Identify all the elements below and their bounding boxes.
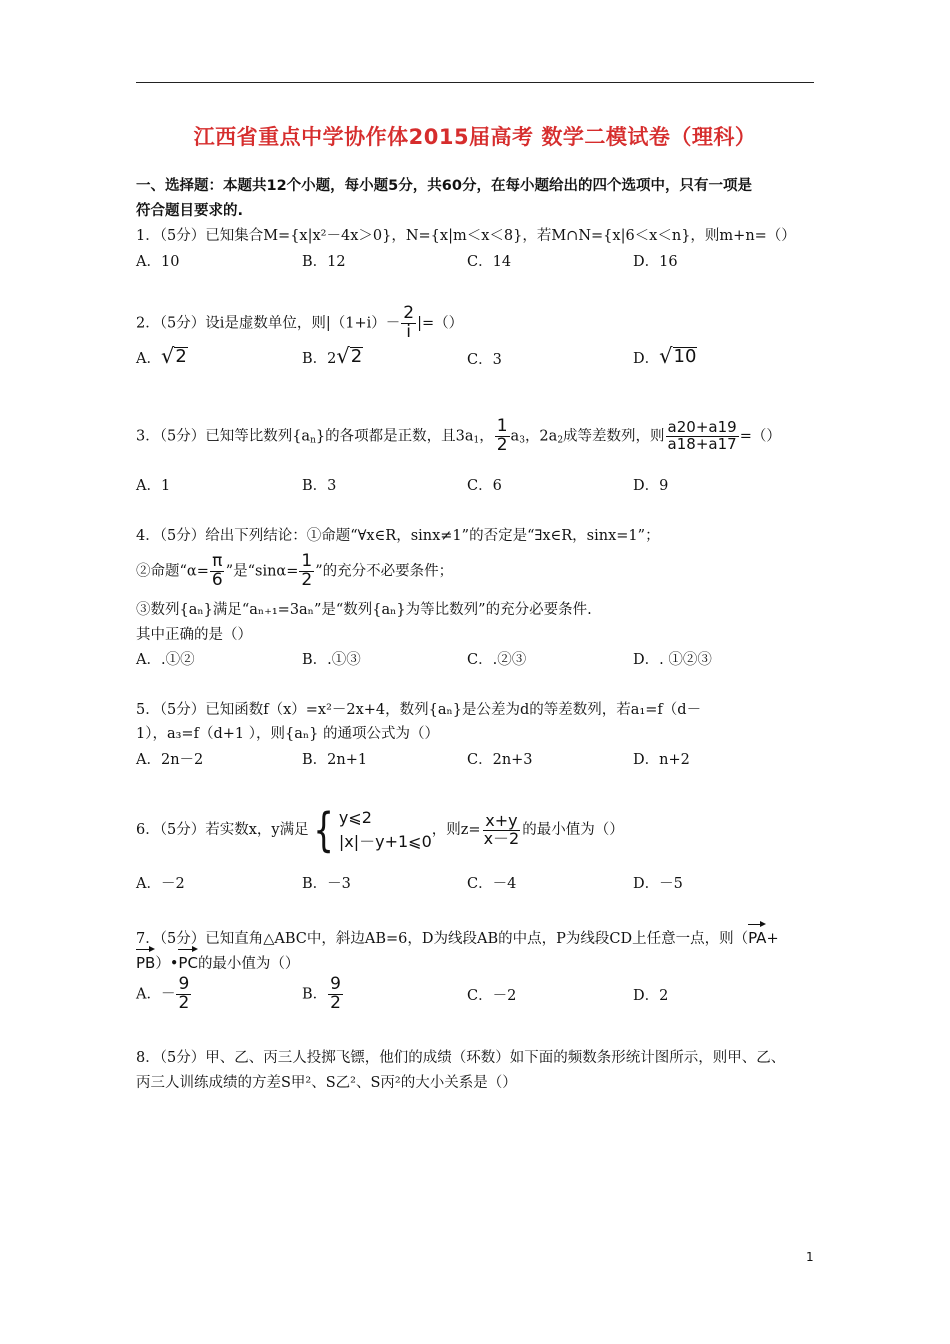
q5-option-a: A．2n－2 xyxy=(136,752,204,768)
q1-option-b: B．12 xyxy=(302,254,346,270)
q3-option-d: D．9 xyxy=(633,478,669,494)
q2-option-c: C．3 xyxy=(467,352,502,368)
q1-option-a: A．10 xyxy=(136,254,180,270)
q6-option-d: D．－5 xyxy=(633,876,683,892)
section-heading-line1: 一、选择题：本题共12个小题，每小题5分，共60分，在每小题给出的四个选项中，只有一项是 xyxy=(136,178,752,194)
question-2-stem: 2．（5分）设i是虚数单位，则|（1+i）－ $\frac{2}{i}$ |=（） xyxy=(136,303,464,342)
question-4-line1: 4．（5分）给出下列结论：①命题“∀x∈R，sinx≠1”的否定是“∃x∈R，sinx=1”； xyxy=(136,528,660,544)
q4-option-a: A．.①② xyxy=(136,652,195,668)
question-1-stem: 1．（5分）已知集合M={x|x²－4x＞0}，N={x|m＜x＜8}，若M∩N={x|6＜x＜n}，则m+n=（） xyxy=(136,228,796,244)
q7-option-a: A．－ $\frac{9}{2}$ xyxy=(136,974,190,1013)
question-8-line2: 丙三人训练成绩的方差S甲²、S乙²、S丙²的大小关系是（） xyxy=(136,1075,517,1091)
vector-pa: PA xyxy=(748,922,766,948)
page-title: 江西省重点中学协作体2015届高考 数学二模试卷（理科） xyxy=(193,125,757,149)
q3-option-a: A．1 xyxy=(136,478,171,494)
q4-pi-fraction: $\frac{\pi}{6}$ xyxy=(211,551,223,590)
q2-fraction: $\frac{2}{i}$ xyxy=(403,303,415,342)
q3-option-c: C．6 xyxy=(467,478,502,494)
q6-option-a: A．－2 xyxy=(136,876,185,892)
section-heading-line2: 符合题目要求的. xyxy=(136,203,244,219)
q2-option-a: A． √ 2 xyxy=(136,344,187,368)
header-rule xyxy=(136,82,814,83)
vector-pc: PC xyxy=(178,947,198,973)
q5-option-d: D．n+2 xyxy=(633,752,690,768)
q4-option-d: D．. ①②③ xyxy=(633,652,712,668)
q7-option-b: B． $\frac{9}{2}$ xyxy=(302,974,341,1013)
question-5-line2: 1），a₃=f（d+1 ），则{aₙ} 的通项公式为（） xyxy=(136,726,439,742)
question-4-line2: ②命题“α= $\frac{\pi}{6}$ ”是“sinα= $\frac{1}{2}$ ”的充分不必要条件； xyxy=(136,551,454,590)
q2-option-d: D． √ 10 xyxy=(633,344,697,368)
question-4-line4: 其中正确的是（） xyxy=(136,627,252,643)
question-8-line1: 8．（5分）甲、乙、丙三人投掷飞镖，他们的成绩（环数）如下面的频数条形统计图所示，则甲、乙、 xyxy=(136,1050,786,1066)
q5-option-b: B．2n+1 xyxy=(302,752,368,768)
q6-constraint-system: { y⩽2 |x|－y+1⩽0 xyxy=(312,803,432,857)
q2-option-b: B．2 √ 2 xyxy=(302,344,363,368)
q7-option-b-fraction: $\frac{9}{2}$ xyxy=(330,974,341,1013)
q5-option-c: C．2n+3 xyxy=(467,752,533,768)
q1-option-d: D．16 xyxy=(633,254,678,270)
sqrt-symbol: √ 10 xyxy=(659,344,697,368)
sqrt-symbol: √ 2 xyxy=(336,344,363,368)
question-4-line3: ③数列{aₙ}满足“aₙ₊₁=3aₙ”是“数列{aₙ}为等比数列”的充分必要条件. xyxy=(136,602,592,618)
q6-option-c: C．－4 xyxy=(467,876,517,892)
left-brace-icon: { xyxy=(312,803,334,857)
q4-half-fraction: $\frac{1}{2}$ xyxy=(301,551,313,590)
q7-option-c: C．－2 xyxy=(467,988,517,1004)
q6-option-b: B．－3 xyxy=(302,876,351,892)
question-7-line2: PB）•PC的最小值为（） xyxy=(136,947,299,974)
q3-ratio-fraction: $\frac{a20+a19}{a18+a17}$ xyxy=(667,418,737,453)
question-6-stem: 6．（5分）若实数x，y满足 { y⩽2 |x|－y+1⩽0 ，则z= $\frac{x+y}{x-2}$ 的最小值为（） xyxy=(136,803,624,857)
q6-objective-fraction: $\frac{x+y}{x-2}$ xyxy=(483,810,520,848)
page-number: 1 xyxy=(806,1250,814,1264)
q7-option-d: D．2 xyxy=(633,988,669,1004)
question-3-stem: 3．（5分）已知等比数列$\{a_n\}$的各项都是正数，且$3a_1$， $\frac{1}{2}$ $a_3$，$2a_2$成等差数列，则 $\frac{a20+a19}{a18+a17}$ =（） xyxy=(136,416,781,455)
vector-pb: PB xyxy=(136,947,155,973)
q4-option-c: C．.②③ xyxy=(467,652,527,668)
q7-option-a-fraction: $\frac{9}{2}$ xyxy=(178,974,190,1013)
question-5-line1: 5．（5分）已知函数f（x）=x²－2x+4，数列{aₙ}是公差为d的等差数列，若a₁=f（d－ xyxy=(136,702,702,718)
question-7-line1: 7．（5分）已知直角△ABC中，斜边AB=6，D为线段AB的中点，P为线段CD上任意一点，则（PA+ xyxy=(136,922,779,949)
sqrt-symbol: √ 2 xyxy=(160,344,187,368)
q4-option-b: B．.①③ xyxy=(302,652,361,668)
q1-option-c: C．14 xyxy=(467,254,512,270)
q3-option-b: B．3 xyxy=(302,478,337,494)
q3-half-fraction: $\frac{1}{2}$ xyxy=(496,416,508,455)
